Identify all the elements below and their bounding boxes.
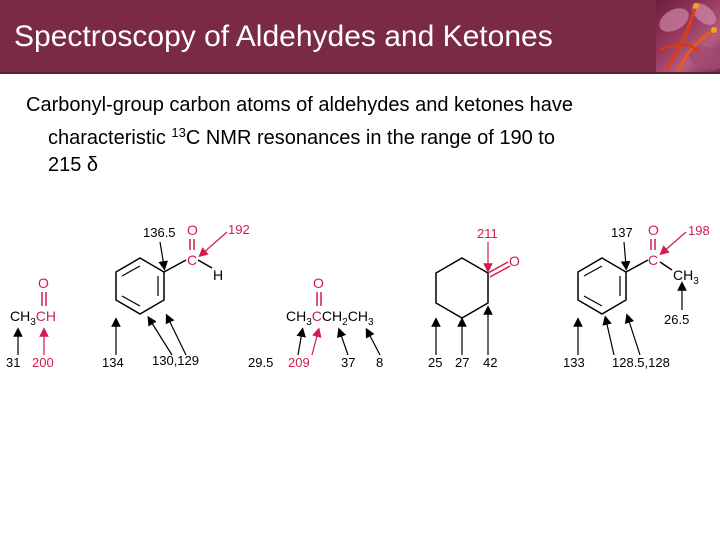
butanone-formula: $CH_3CCH_2CH_3$ — [286, 308, 374, 328]
acetophenone-shift-ipso: 137 — [611, 225, 633, 240]
benzaldehyde-ipso-arrow — [160, 242, 164, 266]
acetophenone-structure — [563, 222, 710, 370]
acetophenone-ch3: $CH_3$ — [673, 267, 699, 287]
title-bar — [0, 0, 720, 74]
cyclohexanone-shift-c3: 27 — [455, 355, 470, 370]
acetophenone-ring-to-carbonyl — [626, 260, 648, 272]
butanone-shift-co: 209 — [288, 355, 310, 370]
body-line-3: 215 δ — [48, 154, 99, 176]
butanone-oxygen: O — [313, 275, 324, 291]
benzaldehyde-ring-to-carbonyl — [164, 260, 186, 272]
isotope-superscript: 13 — [171, 125, 186, 140]
butanone-ch2-arrow — [340, 332, 348, 355]
benzaldehyde-shift-co: 192 — [228, 222, 250, 237]
acetophenone-shift-co: 198 — [688, 223, 710, 238]
acetophenone-shift-ch3: 26.5 — [664, 312, 690, 327]
slide-title: Spectroscopy of Aldehydes and Ketones — [14, 20, 553, 53]
benzaldehyde-hydrogen: H — [213, 267, 224, 283]
benzaldehyde-shift-ortho-meta: 130,129 — [152, 353, 199, 368]
body-line-1: Carbonyl-group carbon atoms of aldehydes and ketones have — [26, 94, 574, 116]
cyclohexanone-structure — [428, 226, 520, 370]
benzaldehyde-carbon: C — [187, 252, 198, 268]
cyclohexanone-double-bond-1 — [488, 262, 508, 273]
cyclohexanone-shift-c4: 25 — [428, 355, 443, 370]
butanone-co-arrow — [312, 332, 318, 355]
acetaldehyde-structure — [6, 275, 56, 370]
butanone-shift-ch3: 29.5 — [248, 355, 274, 370]
body-line-2 — [26, 119, 706, 152]
butanone-ch3-arrow — [298, 332, 302, 355]
cyclohexanone-shift-co: 211 — [477, 226, 498, 241]
acetaldehyde-shift-co: 200 — [32, 355, 54, 370]
cyclohexanone-double-bond-2 — [490, 266, 510, 277]
benzaldehyde-meta-arrow — [168, 318, 186, 355]
saffron-flower-image — [656, 0, 720, 72]
cyclohexanone-ring — [436, 258, 488, 318]
acetaldehyde-ch3: $CH_3CH$ — [10, 308, 57, 328]
acetophenone-ortho-arrow — [606, 320, 614, 355]
butanone-ch3b-arrow — [368, 332, 380, 355]
saffron-flower-icon — [656, 0, 720, 72]
acetophenone-co-arrow — [663, 232, 686, 252]
benzaldehyde-oxygen: O — [187, 222, 198, 238]
acetophenone-ipso-arrow — [624, 242, 626, 266]
body-line-2-start: characteristic — [48, 127, 172, 149]
acetophenone-c-ch3-bond — [660, 262, 672, 270]
benzaldehyde-structure — [102, 222, 250, 370]
benzaldehyde-shift-ipso: 136.5 — [143, 225, 176, 240]
acetophenone-oxygen: O — [648, 222, 659, 238]
butanone-structure — [248, 275, 383, 370]
benzaldehyde-c-h-bond — [198, 260, 212, 268]
body-line-2-end: C NMR resonances in the range of 190 to — [185, 127, 555, 149]
benzaldehyde-ortho-arrow — [150, 320, 172, 355]
nmr-structures-figure — [0, 210, 720, 410]
benzaldehyde-shift-para: 134 — [102, 355, 124, 370]
body-paragraph — [26, 92, 706, 179]
acetaldehyde-shift-ch3: 31 — [6, 355, 21, 370]
butanone-shift-ch3b: 8 — [376, 355, 384, 370]
cyclohexanone-oxygen: O — [509, 253, 520, 269]
acetophenone-meta-arrow — [628, 318, 640, 355]
butanone-shift-ch2: 37 — [341, 355, 356, 370]
cyclohexanone-shift-c2: 42 — [483, 355, 498, 370]
benzaldehyde-co-arrow — [202, 232, 227, 254]
acetophenone-shift-ortho-meta: 128.5,128 — [612, 355, 670, 370]
acetophenone-shift-para: 133 — [563, 355, 585, 370]
acetophenone-carbon: C — [648, 252, 659, 268]
acetaldehyde-oxygen: O — [38, 275, 49, 291]
